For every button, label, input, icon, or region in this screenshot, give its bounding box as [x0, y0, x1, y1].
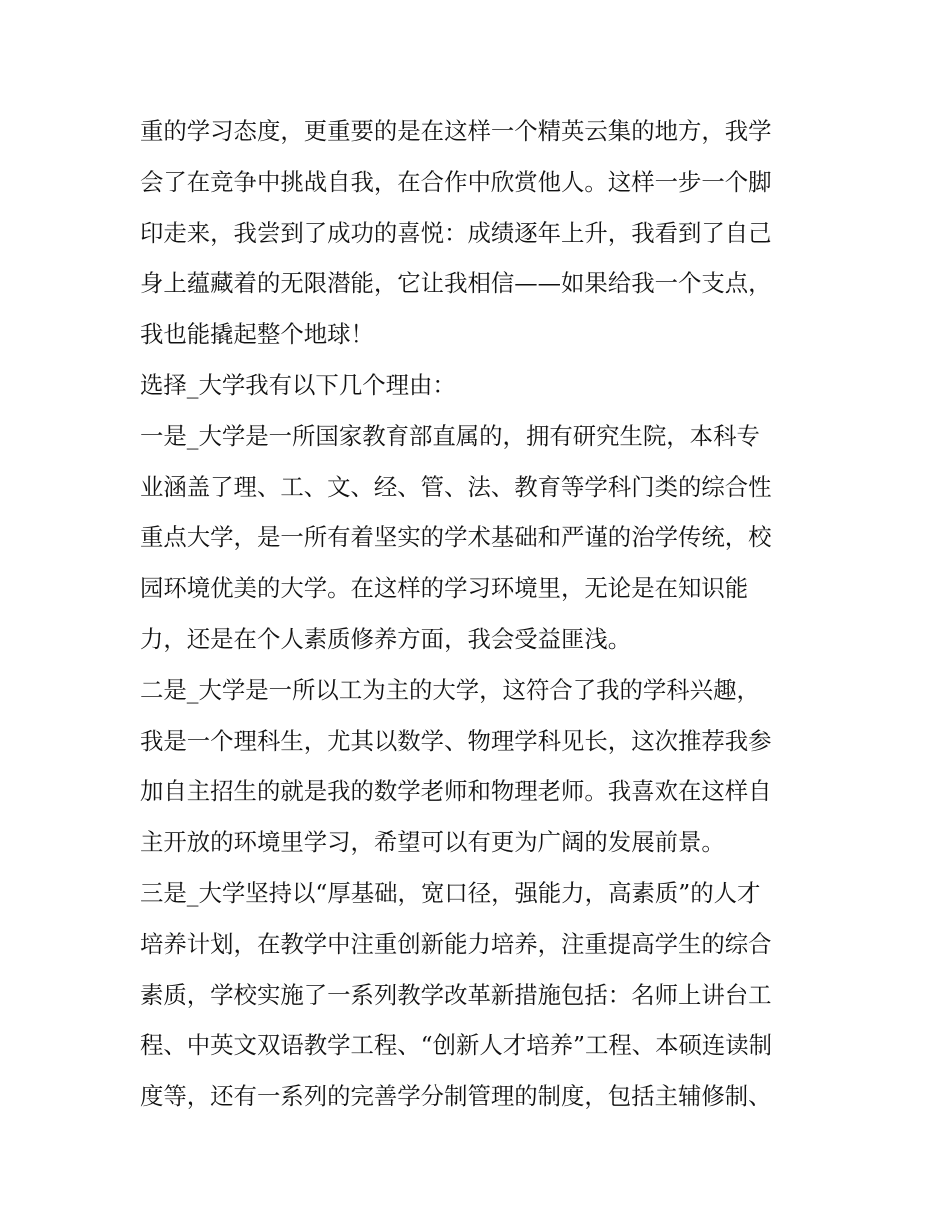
text-line: 一是_大学是一所国家教育部直属的，拥有研究生院，本科专: [140, 421, 760, 450]
text-line: 重的学习态度，更重要的是在这样一个精英云集的地方，我学: [140, 117, 772, 145]
text-line: 选择_大学我有以下几个理由：: [140, 370, 456, 399]
text-line: 会了在竞争中挑战自我，在合作中欣赏他人。这样一步一个脚: [140, 167, 772, 196]
text-line: 重点大学，是一所有着坚实的学术基础和严谨的治学传统，校: [140, 523, 772, 552]
text-line: 我也能撬起整个地球！: [140, 320, 374, 349]
text-line: 加自主招生的就是我的数学老师和物理老师。我喜欢在这样自: [140, 777, 772, 806]
text-line: 业涵盖了理、工、文、经、管、法、教育等学科门类的综合性: [140, 472, 772, 501]
text-line: 我是一个理科生，尤其以数学、物理学科见长，这次推荐我参: [140, 726, 772, 755]
text-line: 二是_大学是一所以工为主的大学，这符合了我的学科兴趣，: [140, 675, 760, 704]
text-line: 力，还是在个人素质修养方面，我会受益匪浅。: [140, 624, 632, 653]
text-line: 素质，学校实施了一系列教学改革新措施包括：名师上讲台工: [140, 980, 772, 1009]
text-line: 度等，还有一系列的完善学分制管理的制度，包括主辅修制、: [140, 1082, 772, 1111]
text-line: 身上蕴藏着的无限潜能，它让我相信——如果给我一个支点，: [140, 269, 772, 298]
text-line: 园环境优美的大学。在这样的学习环境里，无论是在知识能: [140, 574, 749, 603]
document-page: [140, 106, 820, 1122]
text-line: 三是_大学坚持以“厚基础，宽口径，强能力，高素质”的人才: [140, 878, 761, 907]
text-line: 主开放的环境里学习，希望可以有更为广阔的发展前景。: [140, 828, 725, 857]
text-line: 印走来，我尝到了成功的喜悦：成绩逐年上升，我看到了自己: [140, 218, 772, 247]
text-line: 程、中英文双语教学工程、“创新人才培养”工程、本硕连读制: [140, 1031, 773, 1060]
text-line: 培养计划，在教学中注重创新能力培养，注重提高学生的综合: [140, 929, 772, 958]
